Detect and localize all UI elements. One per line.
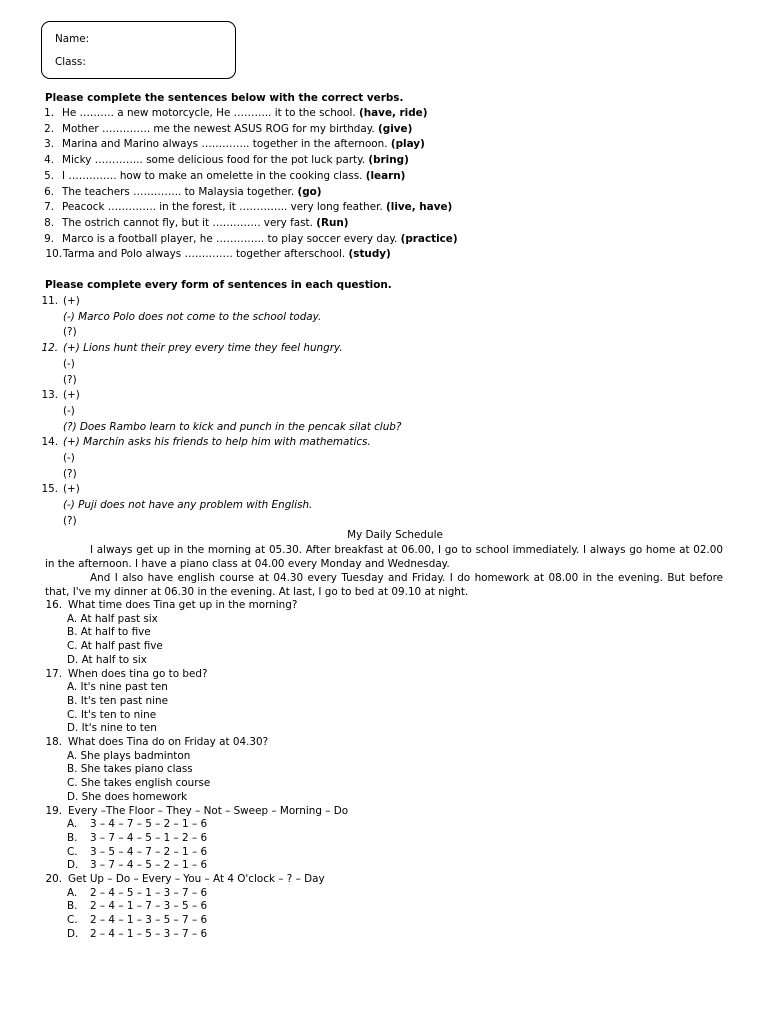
verb-hint: (go) [297,185,322,198]
sentence-form: (-) [63,452,75,464]
sentence-item [63,248,391,260]
sentence-form: (+) Marchin asks his friends to help him with mathematics. [63,436,371,449]
sentence-item [62,233,458,245]
option-letter: C. [67,845,78,858]
question-text: Get Up – Do – Every – You – At 4 O'clock – ? – Day [68,873,325,885]
name-class-box [41,21,236,79]
item-number: 1. [44,107,54,119]
answer-option: C. It's ten to nine [67,708,157,721]
sentence-form: (?) Does Rambo learn to kick and punch in the pencak silat club? [63,420,402,433]
item-number: 10. [45,248,62,261]
sentence-form: (+) [63,389,80,402]
verb-hint: (have, ride) [359,107,428,119]
sentence-text: Marco is a football player, he ………….. to play soccer every day. [62,232,401,245]
option-letter: A. [67,818,78,831]
answer-option: D. At half to six [67,653,147,666]
option-sequence: 2 – 4 – 1 – 7 – 3 – 5 – 6 [90,900,208,913]
sentence-item [62,201,452,213]
answer-option: D. She does homework [67,790,188,803]
question-text: What does Tina do on Friday at 04.30? [68,736,269,748]
answer-option: A. At half past six [67,612,158,625]
verb-hint: (study) [348,248,391,261]
verb-hint: (learn) [365,169,406,182]
verb-hint: (give) [378,122,413,135]
sentence-form: (+) [63,483,80,496]
sentence-text: Tarma and Polo always ………….. together afterschool. [63,248,349,261]
class-label: Class: [55,56,86,68]
answer-option: C. She takes english course [67,777,211,790]
verb-hint: (Run) [316,216,349,229]
option-sequence: 3 – 7 – 4 – 5 – 2 – 1 – 6 [90,859,208,872]
option-sequence: 3 – 4 – 7 – 5 – 2 – 1 – 6 [90,818,208,831]
answer-option: B. At half to five [67,626,151,639]
sentence-form: (+) [63,295,80,307]
verb-hint: (bring) [368,154,409,167]
sentence-text: Peacock ………….. in the forest, it ………….. very long feather. [62,201,387,214]
sentence-text: Micky ………….. some delicious food for the pot luck party. [62,154,369,167]
item-number: 7. [44,201,54,214]
option-letter: C. [67,914,78,927]
sentence-item [62,123,412,135]
sentence-form: (-) Puji does not have any problem with English. [63,499,313,512]
option-sequence: 2 – 4 – 5 – 1 – 3 – 7 – 6 [90,886,208,899]
sentence-item [62,138,425,150]
sentence-form: (+) Lions hunt their prey every time they feel hungry. [63,342,343,355]
answer-option: B. It's ten past nine [67,694,169,707]
verb-hint: (practice) [400,232,458,245]
sentence-text: Mother ………….. me the newest ASUS ROG for my birthday. [62,122,379,135]
option-letter: A. [67,886,78,899]
section2-title: Please complete every form of sentences in each question. [45,279,392,291]
sentence-text: The ostrich cannot fly, but it ………….. very fast. [62,216,317,229]
answer-option: A. She plays badminton [67,749,191,762]
answer-option: B. She takes piano class [67,763,193,776]
option-sequence: 2 – 4 – 1 – 3 – 5 – 7 – 6 [90,914,208,927]
item-number: 4. [44,154,54,167]
question-number: 14. [41,436,58,449]
answer-option: A. It's nine past ten [67,681,168,694]
sentence-form: (-) Marco Polo does not come to the school today. [63,310,322,323]
question-number: 19. [45,804,62,817]
sentence-item [62,217,349,229]
question-number: 18. [45,736,62,748]
question-number: 15. [41,483,58,496]
question-number: 16. [45,599,62,611]
question-text: When does tina go to bed? [68,667,208,680]
item-number: 5. [44,169,54,182]
name-label: Name: [55,33,90,45]
sentence-text: I ………….. how to make an omelette in the cooking class. [62,169,366,182]
verb-hint: (live, have) [386,201,453,214]
item-number: 6. [44,185,54,198]
option-letter: B. [67,900,78,913]
story-paragraph-2: And I also have english course at 04.30 every Tuesday and Friday. I do homework at 08.00 in the evening. But before that, I've my dinner at 06.30 in the evening. At last, I go to bed at 09.10 at night. [45,572,723,598]
option-letter: D. [67,859,79,872]
item-number: 2. [44,122,54,135]
item-number: 8. [44,216,54,229]
item-number: 3. [44,138,54,151]
sentence-form: (?) [63,326,77,339]
sentence-item [62,186,322,198]
sentence-form: (?) [63,514,77,527]
question-number: 11. [41,295,58,307]
sentence-text: The teachers ………….. to Malaysia together. [62,185,298,198]
option-sequence: 2 – 4 – 1 – 5 – 3 – 7 – 6 [90,927,208,940]
section1-title: Please complete the sentences below with the correct verbs. [45,92,404,104]
sentence-item [62,154,409,166]
answer-option: D. It's nine to ten [67,722,157,735]
question-text: What time does Tina get up in the morning? [68,599,298,611]
option-letter: D. [67,927,79,940]
question-number: 17. [45,667,62,680]
answer-option: C. At half past five [67,640,163,653]
sentence-form: (-) [63,357,75,370]
verb-hint: (play) [390,138,425,151]
sentence-form: (?) [63,467,77,480]
question-text: Every –The Floor – They – Not – Sweep – Morning – Do [68,804,349,817]
option-sequence: 3 – 5 – 4 – 7 – 2 – 1 – 6 [90,845,208,858]
sentence-form: (-) [63,404,75,417]
sentence-form: (?) [63,373,77,386]
sentence-text: He ………. a new motorcycle, He ……….. it to the school. [62,107,360,119]
option-letter: B. [67,831,78,844]
question-number: 20. [45,873,62,885]
question-number: 13. [41,389,58,402]
sentence-text: Marina and Marino always ………….. together in the afternoon. [62,138,391,151]
option-sequence: 3 – 7 – 4 – 5 – 1 – 2 – 6 [90,831,208,844]
sentence-item [62,170,405,182]
question-number: 12. [41,342,58,355]
item-number: 9. [44,232,54,245]
sentence-item [62,107,427,119]
story-title: My Daily Schedule [347,529,443,541]
story-paragraph-1: I always get up in the morning at 05.30. After breakfast at 06.00, I go to school immediately. I always go home at 02.00 in the afternoon. I have a piano class at 04.00 every Monday and Wednesday. [45,544,723,570]
